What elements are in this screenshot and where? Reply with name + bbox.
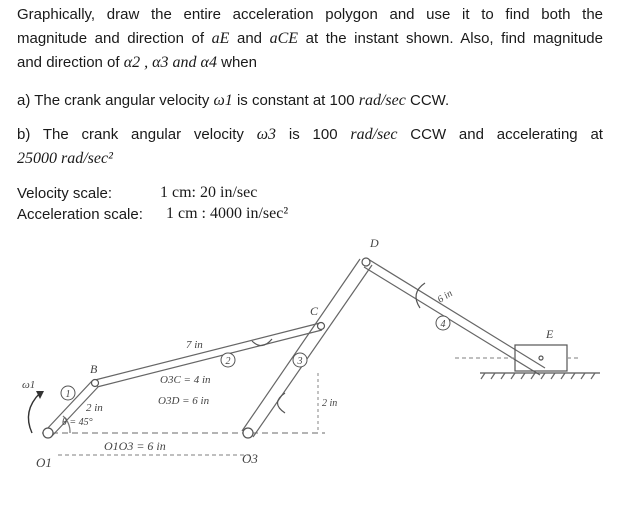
label-C: C — [310, 304, 319, 318]
alpha-symbols: α2 , α3 and α4 — [123, 54, 217, 71]
label-o3d: O3D = 6 in — [158, 395, 210, 407]
accel-scale-value: 1 cm : 4000 in/sec² — [166, 205, 289, 222]
accel-CE-symbol: aCE — [269, 30, 299, 47]
pin-O1 — [43, 428, 53, 438]
label-B: B — [90, 362, 98, 376]
label-theta: θ = 45° — [62, 417, 93, 428]
label-o1o3: O1O3 = 6 in — [104, 439, 166, 453]
problem-line-1: Graphically, draw the entire acceleration polygon and use it to find both the — [17, 6, 603, 23]
part-b-line-2: 25000 rad/sec² — [17, 150, 113, 167]
label-7in: 7 in — [186, 339, 203, 351]
label-O3: O3 — [242, 451, 258, 466]
problem-line-3: and direction of α2 , α3 and α4 when — [17, 54, 257, 71]
link-4 — [368, 259, 545, 368]
problem-line-2: magnitude and direction of aE and aCE at the instant shown. Also, find magnitude — [17, 30, 603, 47]
svg-text:1: 1 — [65, 389, 71, 400]
svg-text:4: 4 — [440, 319, 446, 330]
accel-scale-label: Acceleration scale: — [17, 206, 143, 223]
pin-C — [318, 323, 325, 330]
label-2in-crank: 2 in — [86, 402, 103, 414]
pin-E — [539, 356, 543, 360]
mechanism-diagram — [0, 223, 622, 513]
label-o3c: O3C = 4 in — [160, 374, 211, 386]
pin-B — [92, 380, 99, 387]
coupler-link — [95, 323, 320, 380]
svg-text:3: 3 — [297, 356, 303, 367]
label-D: D — [370, 236, 379, 250]
velocity-scale-label: Velocity scale: — [17, 185, 113, 202]
part-a: a) The crank angular velocity ω1 is constant at 100 rad/sec CCW. — [17, 92, 450, 109]
label-O1: O1 — [36, 455, 52, 470]
label-6in-link4: 6 in — [435, 288, 455, 306]
label-E: E — [546, 327, 554, 341]
svg-text:2: 2 — [225, 356, 231, 367]
omega1-arrow — [28, 393, 40, 433]
label-2in-vertical: 2 in — [322, 398, 338, 409]
velocity-scale-value: 1 cm: 20 in/sec — [160, 184, 258, 201]
pin-D — [362, 258, 370, 266]
part-b-line-1: b) The crank angular velocity ω3 is 100 rad/sec CCW and accelerating at — [17, 126, 603, 143]
pin-O3 — [243, 428, 253, 438]
omega1-label: ω1 — [22, 379, 36, 391]
accel-E-symbol: aE — [211, 30, 230, 47]
